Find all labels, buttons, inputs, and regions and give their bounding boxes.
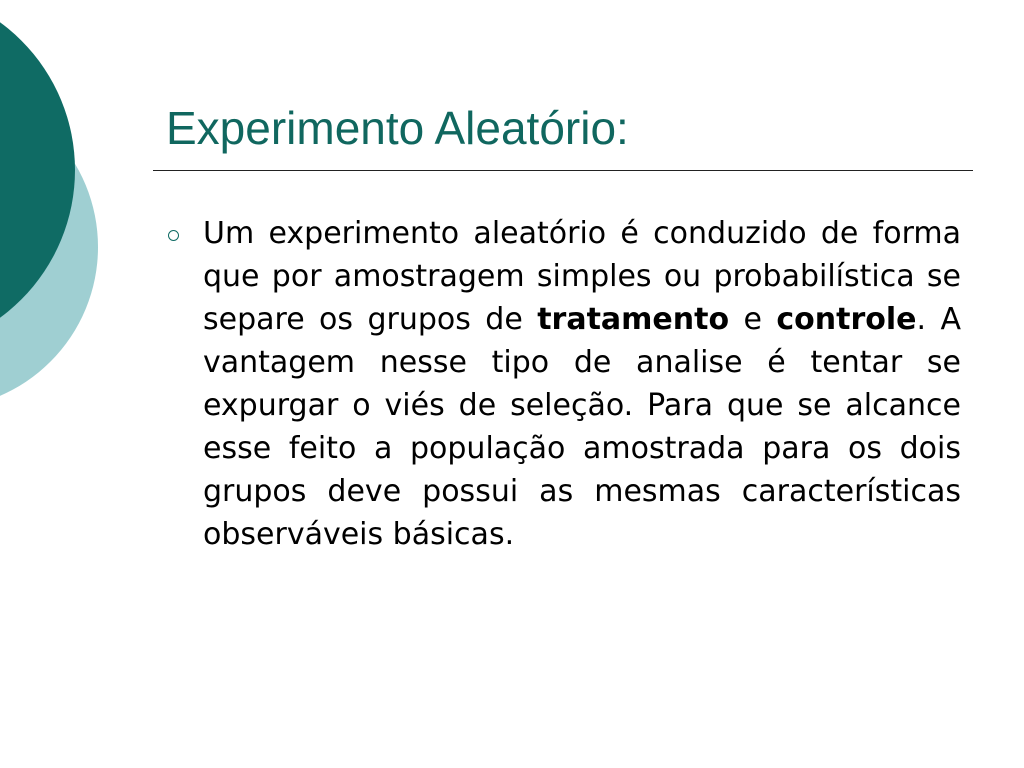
text-segment: Um experimento aleatório é conduzido de forma que por amostragem simples ou probabilística se separe os grupos de (203, 216, 961, 337)
bullet-item (166, 212, 961, 556)
bullet-text (203, 212, 961, 556)
bold-term-tratamento: tratamento (537, 302, 730, 337)
title-divider (153, 170, 973, 171)
slide-title: Experimento Aleatório: (166, 102, 629, 154)
hollow-circle-bullet-icon (168, 230, 179, 241)
bold-term-controle: controle (776, 302, 917, 337)
text-segment: . A vantagem nesse tipo de analise é tentar se expurgar o viés de seleção. Para que se alcance esse feito a população amostrada para os dois grupos deve possui as mesmas características observáveis básicas. (203, 302, 961, 552)
bullet-list (166, 212, 961, 556)
text-segment: e (729, 302, 777, 337)
decorative-circles (0, 0, 110, 410)
